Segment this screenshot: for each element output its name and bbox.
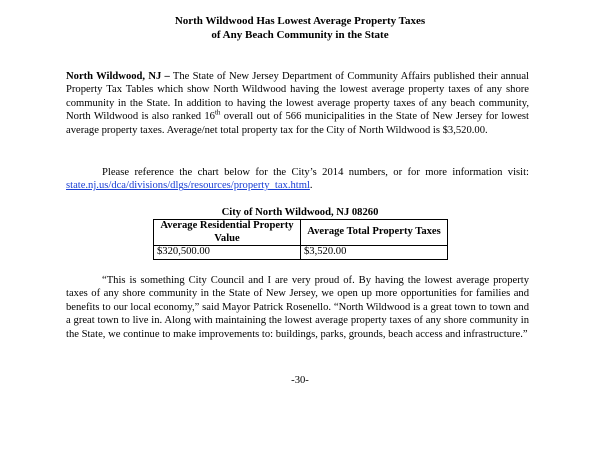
cell-property-taxes: $3,520.00 — [301, 246, 448, 260]
paragraph-intro — [66, 70, 529, 137]
table-title: City of North Wildwood, NJ 08260 — [221, 207, 379, 218]
column-header-property-taxes: Average Total Property Taxes — [301, 220, 448, 246]
property-tax-link[interactable]: state.nj.us/dca/divisions/dlgs/resources/property_tax.html — [66, 180, 310, 192]
cell-property-value: $320,500.00 — [154, 246, 301, 260]
page-title: North Wildwood Has Lowest Average Property Taxes — [174, 15, 426, 27]
dateline: North Wildwood, NJ – — [66, 71, 170, 82]
paragraph-quote: “This is something City Council and I are very proud of. By having the lowest average property taxes of any shore community in the State of New Jersey, we open up more opportunities for families and benefits to our local economy,” said Mayor Patrick Rosenello. “North Wildwood is a great town to town and a great town to live in. Along with maintaining the lowest average property taxes of any shore community in the State, we continue to make improvements to: buildings, parks, grounds, beach access and infrastructure.” — [66, 275, 529, 340]
page-subtitle: of Any Beach Community in the State — [211, 29, 389, 41]
paragraph-intro-text-a: The State of New Jersey Department of Community Affairs published their annual Property Tax Tables which show North Wildwood having the lowest average property taxes of any shore community in the State. In addition to having the lowest average property taxes of any beach community, North Wildwood is also ranked 16 — [66, 71, 529, 123]
paragraph-reference — [66, 166, 529, 193]
page-end-marker: -30- — [291, 375, 309, 386]
paragraph-reference-suffix: . — [309, 180, 313, 192]
ordinal-suffix: th — [214, 108, 221, 117]
paragraph-reference-text: Please reference the chart below for the City’s 2014 numbers, or for more information visit: — [102, 167, 529, 178]
column-header-property-value: Average Residential Property Value — [154, 220, 301, 246]
paragraph-intro-text-b: overall out of 566 municipalities in the State of New Jersey for lowest average property taxes. Average/net total property tax for the City of North Wildwood is $3,520.00. — [66, 111, 529, 136]
table-header-row — [154, 220, 448, 246]
table-row — [154, 246, 448, 260]
property-tax-table — [153, 219, 448, 260]
